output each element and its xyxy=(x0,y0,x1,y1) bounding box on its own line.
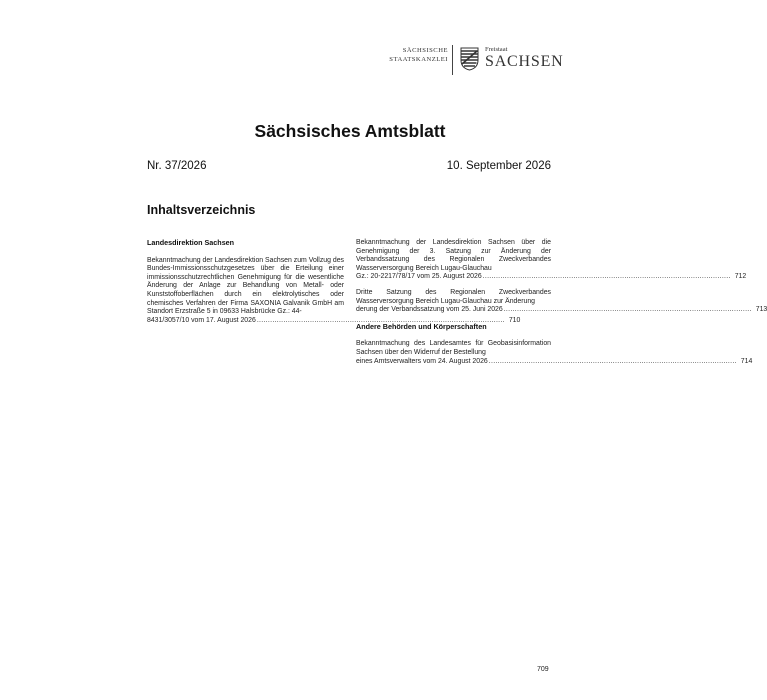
toc-entry[interactable] xyxy=(356,239,747,282)
section-title-andere: Andere Behörden und Körperschaften xyxy=(356,321,487,331)
brand-small: Freistaat xyxy=(485,46,508,53)
toc-entry-text: Bekanntmachung der Landesdirektion Sachsen über die Genehmigung der 3. Satzung zur Änderung der Verbandssatzung des Regionalen Zweckverbandes Wasserversorgung Bereich Lugau-Glauchau xyxy=(356,239,551,272)
leader-dots: ................................................................................................................ xyxy=(503,306,752,314)
toc-entry[interactable] xyxy=(356,340,753,366)
page-header xyxy=(384,45,564,75)
authority-line-2: STAATSKANZLEI xyxy=(389,56,448,63)
leader-dots: ................................................................................................................ xyxy=(488,357,737,365)
toc-entry-last-line xyxy=(356,306,767,315)
toc-page-number: 710 xyxy=(508,316,521,324)
toc-entry-text: Bekanntmachung der Landesdirektion Sachsen zum Vollzug des Bundes-Immissionsschutzgesetzes über die Erteilung einer immissionsschutzrechtlichen Genehmigung für die wesentliche Änderung der Anlage zur Behandlung von Metall- oder Kunststoffoberflächen durch ein elektrolytisches oder chemisches Verfahren der Firma SAXONIA Galvanik GmbH am Standort Erzstraße 5 in 09633 Halsbrücke Gz.: 44- xyxy=(147,256,344,316)
leader-dots: ................................................................................................................ xyxy=(482,273,731,281)
authority-line-1: SÄCHSISCHE xyxy=(402,47,448,54)
toc-entry-last-text: derung der Verbandssatzung vom 25. Juni 2026 xyxy=(356,306,503,314)
staatskanzlei-label xyxy=(389,46,448,64)
toc-entry-last-text: eines Amtsverwalters vom 24. August 2026 xyxy=(356,357,488,365)
toc-entry-last-text: Gz.: 20-2217/78/17 vom 25. August 2026 xyxy=(356,273,482,281)
toc-page-number: 713 xyxy=(755,306,767,314)
toc-entry-last-line xyxy=(356,273,747,282)
section-title-landesdirektion: Landesdirektion Sachsen xyxy=(147,238,235,247)
header-divider xyxy=(452,45,453,75)
brand-big: SACHSEN xyxy=(485,53,564,70)
toc-entry-last-text: 8431/3057/10 vom 17. August 2026 xyxy=(147,316,256,324)
toc-entry[interactable] xyxy=(356,288,767,315)
saxony-coat-of-arms-icon xyxy=(460,47,479,71)
toc-entry-text: Bekanntmachung des Landesamtes für Geobasisinformation Sachsen über den Widerruf der Bestellung xyxy=(356,340,551,356)
toc-entry-last-line xyxy=(356,357,753,367)
toc-column-right xyxy=(356,239,767,373)
leader-dots: ................................................................................................................ xyxy=(256,316,505,324)
issue-date: 10. September 2026 xyxy=(446,160,551,172)
brand-wordmark xyxy=(485,45,564,70)
toc-page-number: 712 xyxy=(734,273,747,281)
toc-page-number: 714 xyxy=(740,357,753,365)
toc-heading: Inhaltsverzeichnis xyxy=(147,203,256,217)
publication-title: Sächsisches Amtsblatt xyxy=(254,121,446,141)
toc-entry-text: Dritte Satzung des Regionalen Zweckverbandes Wasserversorgung Bereich Lugau-Glauchau zur Änderung xyxy=(356,288,551,305)
issue-number: Nr. 37/2026 xyxy=(147,160,207,172)
footer-page-number: 709 xyxy=(537,666,549,673)
